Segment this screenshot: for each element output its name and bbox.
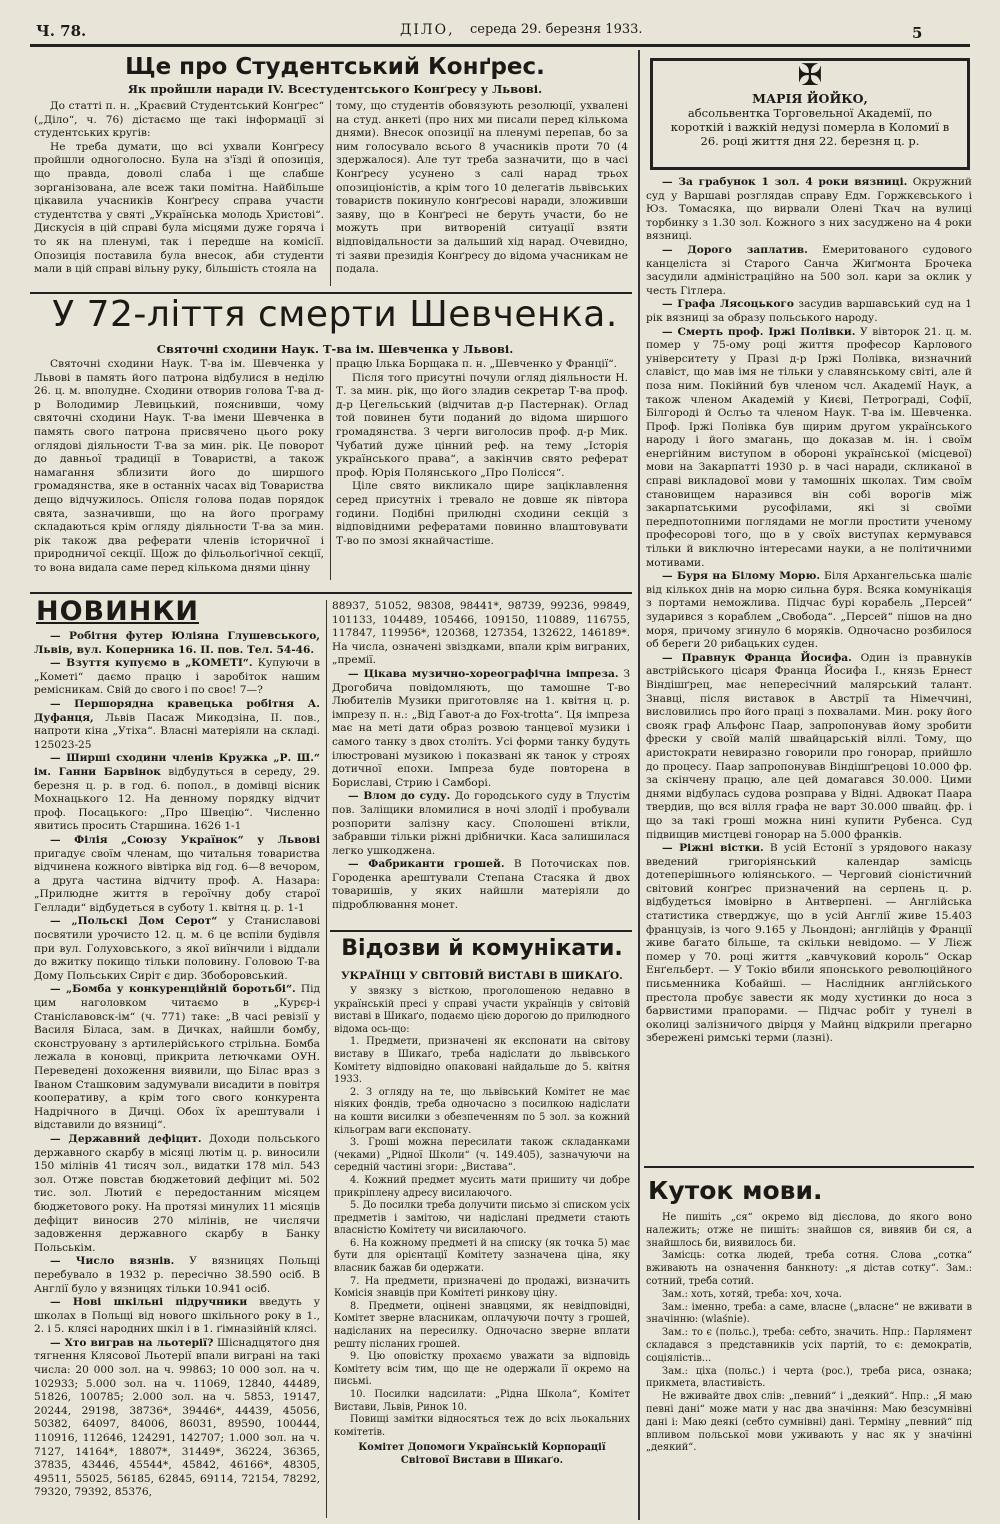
news-item <box>34 1296 320 1337</box>
news-item <box>34 752 320 834</box>
list-item: 5. До посилки треба долучити письмо зі списком усіх предметів і замітою, чи надіслані предмети стають власністю Комітету чи висилаючого. <box>334 1200 630 1237</box>
news-lead: — „Польскі Дом Серот“ <box>50 915 218 928</box>
news-text: Окружний суд у Варшаві розглядав справу Едм. Горжкєвського і Юз. Томасяка, що вирвали Олені Ткач на вулиці торбинку з 1.30 зол. Кожного з них засуджено на 4 роки вязниці. <box>646 176 972 243</box>
news-text: 88937, 51052, 98308, 98441*, 98739, 99236, 99849, 101133, 104489, 105466, 109150, 110889, 116755, 117847, 119956*, 120368, 127354, 132622, 146189*. На числа, означені звіздками, впали крім виграних, „премії. <box>332 600 630 667</box>
shevchenko-col1 <box>34 358 324 580</box>
list-item: 4. Кожний предмет мусить мати пришиту чи добре прикріплену адресу висилаючого. <box>334 1174 630 1199</box>
news-item <box>646 176 972 244</box>
header-rule <box>30 44 970 47</box>
issue-date: середа 29. березня 1933. <box>470 22 643 37</box>
kutok-body <box>646 1212 972 1518</box>
list-item: 10. Посилки надсилати: „Рідна Школа“, Комітет Вистави, Львів, Ринок 10. <box>334 1389 630 1413</box>
news-lead: — Ширші сходини членів Кружка „Р. Ш.“ ім. Ганни Барвінок <box>34 752 320 778</box>
news-lead: — Робітня футер Юліяна Глушевського, Львів, вул. Коперника 16. ІІ. пов. Тел. 54-46. <box>34 630 320 656</box>
news-item <box>34 1255 320 1296</box>
column-divider <box>330 100 331 286</box>
paragraph: Не вживайте двох слів: „певний“ і „деякий“. Нпр.: „Я маю певні дані“ може мати у нас два значіння: Маю безсумнівні дані і: Маю деякі (себто сумнівні) дані. Терміну „певний“ під впливом польської мови уживають у нас як у значінні „деякий“. <box>646 1391 972 1454</box>
news-item <box>646 244 972 298</box>
paragraph: Зам.: іменно, треба: а саме, власне („власне“ не вживати в значінню: (wlaśnie). <box>646 1301 972 1326</box>
news-lead: — Філія „Союзу Українок“ у Львові <box>50 833 320 846</box>
news-item <box>332 790 630 858</box>
news-lead: — Дорого заплатив. <box>662 243 808 256</box>
news-text: Доходи польського державного скарбу в місяці лютім ц. р. виносили 150 мілінів 41 тисяч зол., видатки 178 міл. 543 зол. Отже повстав бюджетовий дефіцит мі. 502 тис. зол. Лютий є передостанним місяцем бюджетового року. На протязі минулих 11 місяців дефіцит виносив 270 мілінів, не числячи задовження державного скарбу в Банку Польськім. <box>34 1132 320 1254</box>
news-lead: — Влом до суду. <box>348 790 451 803</box>
news-lead: — Смерть проф. Іржі Полівки. <box>662 325 856 338</box>
news-text: у Станиславові посвятили урочисто 12. ц. м. 6 це вспіли будівля при вул. Голуховського, з якої виїнчили і віддали до вжитку покищо тільки половину. Головою Т-ва Дому Польських Сиріт є дир. Збоборовський. <box>34 915 320 982</box>
news-text: Один із правнуків австрійського цісаря Франца Йосифа І., князь Ернест Віндішґрец, має непересічний малярський талант. Знавці, після виставок в Австрії та Німеччині, висловились про його праці з похвалами. Мин. року його свояк граф Альфонс Паар, запропонував йому зробити фрески у своїй малій швайцарській віллі. Тому, що аристократи невиразно говорили про гонорар, прийшло до процесу. Паар запропонував Віндішґрецові 10.000 фр. за скінчену працю, але цей домагався 30.000. Цими днями відбулась судова розправа у Відні. Адвокат Паара твердив, що вся вілля графа не варт 30.000 швайц. фр. і що за такі гроші можна нині купити Рубенса. Суд підвищив мистцеві гонорар на 5.000 франків. <box>646 651 972 841</box>
news-lead: — За грабунок 1 зол. 4 роки вязниці. <box>662 176 908 188</box>
news-text: В усій Естонії з урядового наказу введений григоріянський календар замісць дотеперішнього юліянського. — Черговий сіоністичний світовий конґрес призначений на серпень ц. р. відбудеться імовірно в Антверпені. — Англійська статистика стверджує, що в усій Англії живе 15.403 французів, із чого 9.165 у Льондоні; англійців у Франції живе багато більше, та скільки невідомо. — У Лієж помер у 70. році життя „кавчуковий король“ Оскар Енґельберт. — У Токіо вбили японського революційного письменника Кобайші. — Наслідник англійського престола пробує завести як моду хустинки до носа з барвистими прапорами. — Підчас робіт у тунелі в околиці залізничого двірця у Майнц відкрили прегарно збережені римські терми (лазні). <box>646 842 972 1045</box>
news-item <box>332 858 630 912</box>
news-item <box>34 630 320 657</box>
news-text: До городського суду в Тлустім пов. Заліщики вломилися в ночі злодії і пробували розпорити залізну касу. Сполошені втікли, забравши тільки ріжні дрібнички. Каса залишилася легко ушкоджена. <box>332 790 630 857</box>
news-text: засудив варшавський суд на 1 рік вязниці за образу польського народу. <box>646 298 972 324</box>
news-lead: — Цікава музично-хореографічна імпреза. <box>348 667 619 680</box>
news-item <box>34 657 320 698</box>
paragraph: Не пишіть „ся“ окремо від дієслова, до якого воно належить; отже не пишіть: знайшов ся, вивяив би ся, а знайшлось би, виявилось би. <box>646 1212 972 1249</box>
paragraph: Після того присутні почули огляд діяльности Н. Т. за мин. рік, що його зладив секретар Т-ва проф. д-р Цегельський (відчитав д-р Пастернак). Оглад той повинен бути поданий до відома ширшого громадянства. З черги виголосив проф. д-р Мик. Чубатий дуже цінний реф. на тему „Історія українського права“, а закінчив свято реферат проф. Юрія Полянського „Про Полісся“. <box>336 371 628 479</box>
vidozvy-subtitle: УКРАЇНЦІ У СВІТОВІЙ ВИСТАВІ В ШИКАҐО. <box>341 970 623 982</box>
obituary-text: абсольвентка Торговельної Академії, по короткій і важкій недузі померла в Коломиї в 26. році життя дня 22. березня ц. р. <box>670 106 950 148</box>
news-lead: — Нові шкільні підручники <box>50 1296 248 1309</box>
news-lead: — Число вязнів. <box>50 1255 175 1268</box>
news-item <box>34 834 320 916</box>
paragraph: До статті п. н. „Краєвий Студентський Конґрес“ („Діло“, ч. 76) дістаємо ще такі інформації зі студентських кругів: <box>34 100 324 140</box>
news-text: Шіснадцятого дня тягнення Клясової Льотерії впали виграні на такі числа: 20 000 зол. на ч. 99863; 10 000 зол. на ч. 102933; 5.000 зол. на ч. 11069, 12840, 44489, 51826, 100785; 2.000 зол. на ч. 5853, 19147, 20244, 29198, 38736*, 39446*, 44439, 45056, 50382, 64097, 84006, 86031, 89590, 100444, 110916, 112646, 124291, 142707; 1.000 зол. на ч. 7127, 14164*, 18807*, 31449*, 36224, 36365, 37835, 43446, 45544*, 45842, 46166*, 48305, 49511, 55025, 56185, 62845, 69114, 72154, 78292, 79320, 79392, 85376, <box>34 1336 320 1499</box>
paragraph: Зам.: то є (польс.), треба: себто, значить. Нпр.: Парлямент складався з представників усіх партій, то є: демократів, соціялістів... <box>646 1327 972 1364</box>
list-item: 2. З огляду на те, що львівський Комітет не має ніяких фондів, треба одночасно з посилкою надіслати на кошти висилки з обезпеченням по 5 зол. за кожний кільограм ваги експонату. <box>334 1086 630 1136</box>
congress-col2 <box>336 100 628 286</box>
list-item: 1. Предмети, призначені як експонати на світову виставу в Шикаґо, треба надіслати до львівського Комітету відповідно опаковані найдальше до 5. квітня 1933. <box>334 1036 630 1086</box>
column-divider <box>326 600 327 1518</box>
list-item: 7. На предмети, призначені до продажі, визначить Комісія знавців при Комітеті ринкову ціну. <box>334 1275 630 1300</box>
right-news-column <box>646 176 972 1181</box>
news-item <box>332 600 630 668</box>
news-text: введуть у школах в Польщі від нового шкільного року в 1., 2. і 5. клясі народних шкіл і в 1. ґімназійній клясі. <box>34 1296 320 1336</box>
news-item <box>34 983 320 1133</box>
congress-subtitle: Як пройшли наради IV. Всестудентського Конґресу у Львові. <box>127 82 543 96</box>
paragraph: тому, що студентів обовязують резолюції, ухвалені на студ. анкеті (про них ми писали перед кількома днями). Внесок опозиції на пленумі перепав, бо за ним голосувало всього 8 учасників проти 70 (4 здержалося). Але тут треба зазначити, що в часі Конґресу усунено з салі нарад трьох опозиціоністів, а крім того 10 делегатів львівських товариств покинуло конґресові наради, зложивши заяву, що в Конґресі не беруть участи, бо не можуть при витвореній ситуації взяти відповідальности за дальший хід нарад. Очевидно, ті заяви президія Конґресу до відома учасникам не подала. <box>336 100 628 276</box>
novynky-col2 <box>332 600 630 918</box>
news-text: З Дрогобича повідомляють, що тамошне Т-во Любителів Музики приготовляє на 1. квітня ц. р. імпрезу п. н.: „Від Ґавот-а до Fox-trotta“. Ця імпреза має на меті дати образ розвою танцевої музики і самого танку з двох століть. Усі форми танку будуть ілюстровані музикою і показвані як танок у строях дотичної епохи. Імпреза буде повторена в Бориславі, Стрию і Самборі. <box>332 667 630 789</box>
news-text: Біля Архангельська шаліє від кількох днів на морю сильна буря. Всяка комунікація з портами неможлива. Підчас бурі корабель „Персей“ зударився з кораблем „Свобода“. „Персей“ пішов на дно моря, причому згинуло 6 моряків. Одночасно розбилося об береги 20 рибацьких суден. <box>646 570 972 651</box>
news-text: Купуючи в „Кометі“ даємо працю і заробіток нашим ремісникам. Свій до свого і по своє! 7—? <box>34 657 320 697</box>
news-text: відбудуться в середу, 29. березня ц. р. в год. 6. попол., в домівці вісник Мохнацького 12. На денному порядку відчит проф. Посацького: „Про Швецію“. Численно явитись просить Старшина. 1626 1-1 <box>34 765 320 833</box>
news-lead: — Графа Лясоцького <box>662 298 794 311</box>
novynky-col1 <box>34 630 320 1518</box>
news-text: Львів Пасаж Микодзіна, ІІ. пов., напроти кіна „Утіха“. Власні матеріяли на складі. 125023-25 <box>34 711 320 751</box>
list-item: 8. Предмети, оцінені знавцями, як невідповідні, Комітет зверне власникам, оплачуючи почту з грошей, надісланих на пересилку. Одночасно зверне вплати решту післаних грошей. <box>334 1300 630 1350</box>
section-rule <box>30 592 632 594</box>
news-lead: — Хто виграв на льотерії? <box>50 1336 214 1349</box>
vidozvy-title: Відозви й комунікати. <box>341 936 623 961</box>
paragraph: Ціле свято викликало щире заціклавлення серед присутніх і тревало не довше як півтора години. Подібні прилюдні сходини секцій з відповідними рефератами повинно влаштовувати Т-во по змозі якнайчастіше. <box>336 480 628 547</box>
section-rule <box>644 1166 974 1168</box>
list-item: Повищі замітки відносяться теж до всіх льокальних комітетів. <box>334 1414 630 1438</box>
paragraph: У звязку з вісткою, проголошеною недавно в українській пресі у справі участи українців у світовій виставі в Шикаґо, подаємо цією дорогою до прилюдного відома ось-що: <box>334 986 630 1035</box>
news-lead: — Ріжні вістки. <box>662 842 764 855</box>
news-lead: — Правнук Франца Йосифа. <box>662 651 852 664</box>
paragraph: Не треба думати, що всі ухвали Конґресу пройшли одноголосно. Була на з'їзді й опозиція, що правда, доволі слаба і ще слабше зорганізована, але всеж таки помітна. Найбільше цікавила учасників Конґресу справа участи студентства у святі „Українська молодь Христові“. Дискусія в цій справі була місцями дуже горяча і то як на пленумі, так і передше на комісії. Опозиція поставила була внесок, аби студенти мали в цій справі вільну руку, більшість стояла на <box>34 140 324 276</box>
column-divider <box>330 358 331 580</box>
news-text: пригадує своїм членам, що читальня товариства відчинена кожного вівтірка від год. 6—8 вечором, а друга частина відчиту проф. А. Назара: „Прилюдне життя в героїчну добу старої Геллади“ відбудеться в суботу 1. квітня ц. р. 1-1 <box>34 847 320 914</box>
news-lead: — Взуття купуємо в „КОМЕТІ“. <box>50 657 253 670</box>
list-item: 6. На кожному предметі й на списку (як точка 5) має бути для орієнтації Комітету зазначена ціна, яку власник бажав би одержати. <box>334 1237 630 1275</box>
paper-name: ДІЛО, <box>400 22 455 38</box>
obituary-box <box>650 58 970 170</box>
news-lead: — Буря на Білому Морю. <box>662 570 821 583</box>
issue-number: Ч. 78. <box>36 22 87 40</box>
list-item: 9. Цю оповістку прохаємо уважати за відповідь Комітету всім тим, що ще не одержали її окремо на письмі. <box>334 1351 630 1388</box>
news-lead: — Фабриканти грошей. <box>348 858 505 871</box>
news-item <box>646 652 972 842</box>
news-text: В Поточисках пов. Городенка арештували Степана Стасяка й двох товаришів, у яких найшли матеріяли до підроблювання монет. <box>332 858 630 912</box>
news-text: Емеритованого судового канцеліста зі Старого Санча Жиґмонта Брочека засудили адміністраційно на 500 зол. кари за оклик у честь Гітлера. <box>646 243 972 297</box>
paragraph: працю Ількa Борщака п. н. „Шевченко у Франції“. <box>336 358 617 370</box>
congress-title: Ще про Студентський Конґрес. <box>125 54 545 80</box>
obituary-name: МАРІЯ ЙОЙКО, <box>752 91 868 106</box>
novynky-title: НОВИНКИ <box>36 596 199 627</box>
page-number: 5 <box>912 24 923 42</box>
cross-icon: ✠ <box>797 58 823 93</box>
kutok-title: Куток мови. <box>648 1176 823 1205</box>
news-item <box>34 1337 320 1500</box>
section-rule <box>330 930 632 932</box>
news-item <box>332 668 630 790</box>
vidozvy-signature: Комітет Допомоги Українській Корпорації Світової Вистави в Шикаґо. <box>358 1442 606 1466</box>
news-item <box>646 326 972 571</box>
news-text: У вязницях Польщі перебувало в 1932 р. пересічно 38.590 осіб. В Англії було у вязницях тільки 10.941 осіб. <box>34 1255 320 1295</box>
congress-col1 <box>34 100 324 286</box>
list-item: 3. Гроші можна пересилати також складанками (чеками) „Рідної Школи“ (ч. 149.405), зазначуючи на середній частині згори: „Вистава“. <box>334 1137 630 1174</box>
news-item <box>34 915 320 983</box>
news-lead: — Першорядна кравецька робітня А. Дуфанця, <box>34 697 320 724</box>
news-item <box>646 570 972 652</box>
news-lead: — Державний дефіцит. <box>50 1132 202 1145</box>
news-item <box>646 842 972 1046</box>
news-text: Під цим наголовком читаємо в „Курєр-і Станіславовск-ім“ (ч. 771) таке: „В часі ревізії у Василя Біласа, зам. в Дичках, найшли бомбу, сконструовану з артилерійського стрільна. Бомба лежала в коновці, прикрита летючками ОУН. Переведені дохоження виявили, що Білас враз з Іваном Сташковим задумували висадити в повітря кооперативу, а крім того свого конкурента Надрічного в Дичці. Обох їх арештували і відставили до вязниці“. <box>34 983 320 1132</box>
shevchenko-col2 <box>336 358 628 580</box>
paragraph: Зам.: ціха (польс.) і черта (рос.), треба риса, ознака; прикмета, властивість. <box>646 1365 972 1390</box>
paragraph: Зам.: хоть, хотяй, треба: хоч, хоча. <box>662 1288 842 1300</box>
news-text: У вівторок 21. ц. м. помер у 75-ому році життя професор Карлового університету у Празі д-р Іржі Полівка, визначний славіст, що мав імя не тільки у славянському світі, але й поза ним. Покійний був членом чсл. Академії Наук, а також членом Академій у Києві, Петрограді, Софії, Білгороді й Ослъо та членом Наук. Т-ва ім. Шевченка. Проф. Іржі Полівка був щирим другом українського народу і його змагань, що доказав м. ін. і своїм енергійним виступом в обороні української (місцевої) мови на Закарпатті 1930 р. в часі наради, скликаної в справі викладової мови у тамошніх школах. Тим своїм становищем наразився він собі ворогів між закарпатськими русофілами, які зі своїми передпотопними поглядами не могли простити ученому професорові того, що в у своїх виступах кермувався тільки й виключно інтересами науки, а не політичними мотивами. <box>646 325 972 569</box>
news-item <box>34 698 320 752</box>
shevchenko-subtitle: Святочні сходини Наук. Т-ва ім. Шевченка у Львові. <box>156 342 514 356</box>
news-lead: — „Бомба у конкуренційній боротьбі“. <box>50 983 296 996</box>
paragraph: Замісць: сотка людей, треба сотня. Слова „сотка“ вживають на означення банкноту: „я дістав сотку“. Зам.: сотний, треба сотий. <box>646 1250 972 1287</box>
paragraph: Святочні сходини Наук. Т-ва ім. Шевченка у Львові в память його патрона відбулися в неділю 26. ц. м. вполудне. Сходини отворив голова Т-ва д-р Володимир Левицький, пояснивши, чому святочні сходини Наук. Т-ва імени Шевченка в память свого патрона присвячено цього року оглядові діяльности Т-ва за мин. рік. Це поворот до давньої традиції в Товаристві, а також намагання зблизити його до ширшого громадянства, яке в останніх часах від Товариства дещо відчужилось. Опісля голова подав порядок свята, зазначивши, що на його програму складаються крім огляду діяльности Т-ва за мин. рік також два реферати членів історичної і природничої секції. Щож до фільольоґічної секції, то вона видала саме перед кількома днями цінну <box>34 358 324 574</box>
news-item <box>34 1133 320 1255</box>
news-item <box>646 298 972 325</box>
shevchenko-title: У 72-ліття смерти Шевченка. <box>52 294 618 335</box>
vidozvy-body <box>334 986 630 1516</box>
main-column-divider <box>638 50 640 1520</box>
